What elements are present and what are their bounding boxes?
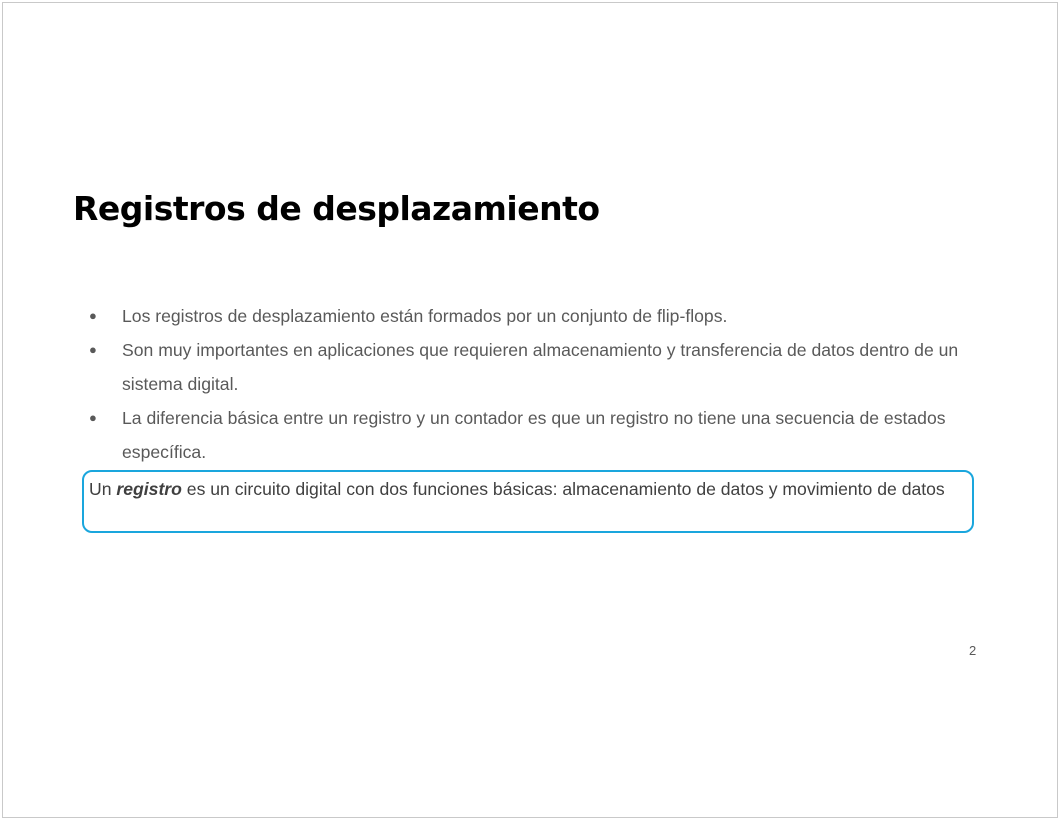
bullet-dot-icon: ●: [89, 308, 97, 323]
definition-prefix: Un: [89, 479, 112, 499]
bullet-text: La diferencia básica entre un registro y un contador es que un registro no tiene una secuencia de estados específica.: [122, 408, 946, 462]
page-number: 2: [969, 643, 977, 658]
slide-title: Registros de desplazamiento: [73, 189, 600, 228]
bullet-dot-icon: ●: [89, 410, 97, 425]
bullet-dot-icon: ●: [89, 342, 97, 357]
bullet-item: [81, 299, 961, 333]
bullet-text: Los registros de desplazamiento están formados por un conjunto de flip-flops.: [122, 306, 728, 326]
definition-text: [89, 472, 969, 506]
definition-body: es un circuito digital con dos funciones básicas: almacenamiento de datos y movimiento de datos: [186, 479, 945, 499]
slide: [2, 2, 1058, 818]
bullet-list: [81, 299, 961, 469]
bullet-text: Son muy importantes en aplicaciones que requieren almacenamiento y transferencia de datos dentro de un sistema digital.: [122, 340, 959, 394]
bullet-item: [81, 401, 961, 469]
definition-term: registro: [116, 479, 182, 499]
bullet-item: [81, 333, 961, 401]
